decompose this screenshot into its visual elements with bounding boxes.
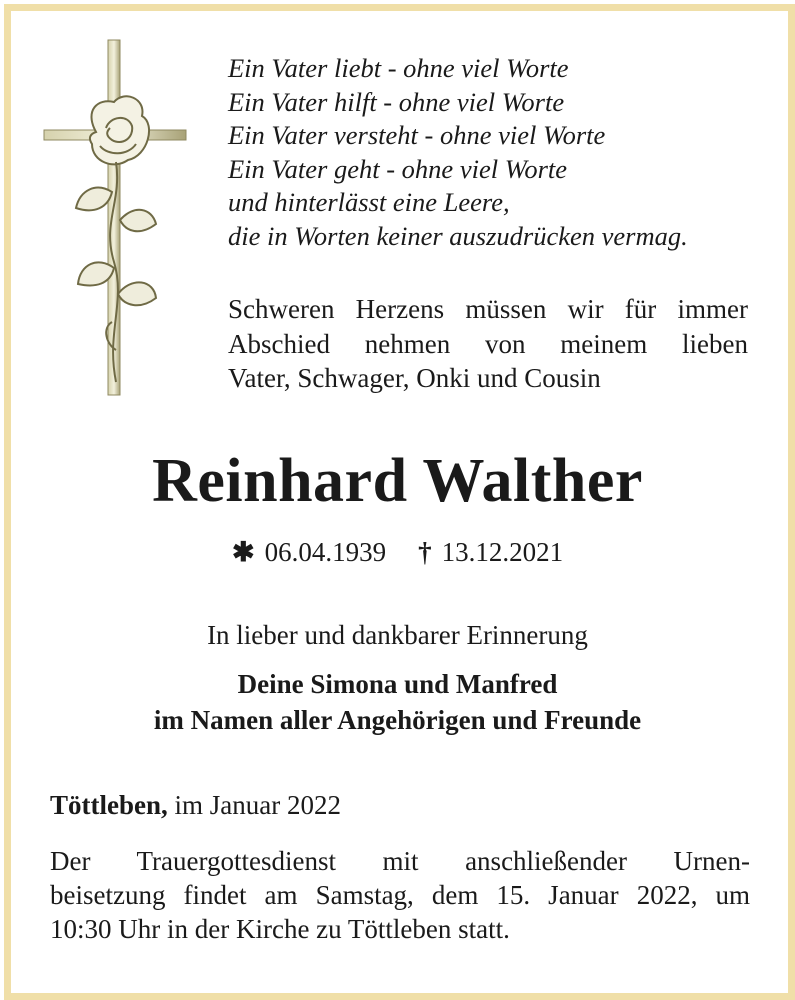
- service-line: beisetzung findet am Samstag, dem 15. Januar 2022, um: [50, 880, 750, 910]
- poem: [228, 52, 748, 254]
- poem-line: die in Worten keiner auszudrücken vermag.: [228, 220, 688, 251]
- service-info: [50, 844, 750, 946]
- death-date: 13.12.2021: [441, 537, 564, 567]
- place-date: [50, 790, 341, 821]
- deceased-name: Reinhard Walther: [152, 447, 643, 515]
- birth-date: 06.04.1939: [264, 537, 387, 567]
- service-line: Der Trauergottesdienst mit anschließender Urnen-: [50, 846, 750, 876]
- birth-star-icon: ✱: [231, 537, 255, 567]
- signature: [0, 666, 795, 738]
- poem-line: Ein Vater hilft - ohne viel Worte: [228, 86, 565, 117]
- service-line: 10:30 Uhr in der Kirche zu Töttleben statt.: [50, 914, 510, 944]
- intro-line: Vater, Schwager, Onki und Cousin: [228, 363, 601, 393]
- cross-with-rose-icon: [36, 32, 196, 402]
- poem-line: und hinterlässt eine Leere,: [228, 187, 510, 218]
- place-name: Töttleben,: [50, 790, 168, 820]
- signature-line: Deine Simona und Manfred: [237, 669, 558, 699]
- notice-date: im Januar 2022: [174, 790, 341, 820]
- life-dates: [0, 537, 795, 568]
- intro-line: Abschied nehmen von meinem lieben: [228, 328, 748, 359]
- poem-line: Ein Vater versteht - ohne viel Worte: [228, 120, 606, 151]
- intro-text: [228, 292, 748, 396]
- memory-line: In lieber und dankbarer Erinnerung: [207, 620, 588, 650]
- intro-line: Schweren Herzens müssen wir für immer: [228, 294, 748, 324]
- poem-line: Ein Vater liebt - ohne viel Worte: [228, 53, 569, 83]
- signature-line: im Namen aller Angehörigen und Freunde: [153, 705, 642, 735]
- poem-line: Ein Vater geht - ohne viel Worte: [228, 153, 568, 184]
- death-cross-icon: †: [418, 537, 432, 567]
